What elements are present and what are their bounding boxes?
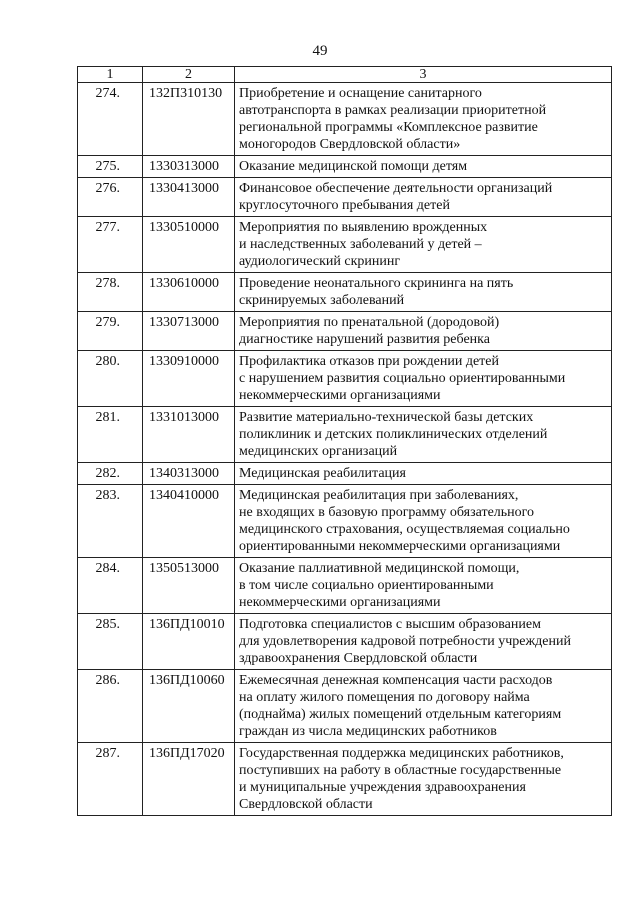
row-number-cell: 277.	[78, 217, 143, 273]
target-name-text: Подготовка специалистов с высшим образованием для удовлетворения кадровой потребности учреждений здравоохранения Свердловской области	[239, 617, 571, 666]
table-row	[78, 743, 612, 816]
row-number-cell: 284.	[78, 558, 143, 614]
table-row	[78, 273, 612, 312]
target-name-cell	[235, 407, 612, 463]
row-number-cell: 278.	[78, 273, 143, 312]
row-number-cell: 281.	[78, 407, 143, 463]
target-code-cell: 136ПД17020	[143, 743, 235, 816]
row-number-cell: 276.	[78, 178, 143, 217]
row-number-cell: 285.	[78, 614, 143, 670]
target-name-text: Государственная поддержка медицинских работников, поступивших на работу в областные государственные и муниципальные учреждения здравоохранения Свердловской области	[239, 746, 564, 812]
target-name-cell	[235, 743, 612, 816]
target-name-text: Оказание медицинской помощи детям	[239, 159, 468, 174]
target-name-text: Развитие материально-технической базы детских поликлиник и детских поликлинических отделений медицинских организаций	[239, 410, 548, 459]
target-code-cell: 1330510000	[143, 217, 235, 273]
target-name-text: Мероприятия по пренатальной (дородовой) диагностике нарушений развития ребенка	[239, 315, 500, 347]
page-number: 49	[312, 43, 328, 59]
row-number-cell: 282.	[78, 463, 143, 485]
row-number-cell: 287.	[78, 743, 143, 816]
target-name-text: Приобретение и оснащение санитарного автотранспорта в рамках реализации приоритетной региональной программы «Комплексное развитие моногородов Свердловской области»	[239, 86, 547, 152]
row-number-cell: 280.	[78, 351, 143, 407]
table-row	[78, 351, 612, 407]
target-name-cell	[235, 217, 612, 273]
target-name-text: Проведение неонатального скрининга на пять скринируемых заболеваний	[239, 276, 514, 308]
table-row	[78, 670, 612, 743]
target-name-cell	[235, 312, 612, 351]
row-number-cell: 283.	[78, 485, 143, 558]
target-name-cell	[235, 273, 612, 312]
target-name-text: Ежемесячная денежная компенсация части расходов на оплату жилого помещения по договору найма (поднайма) жилых помещений отдельным категориям граждан из числа медицинских работников	[239, 673, 562, 739]
target-name-cell	[235, 485, 612, 558]
target-code-cell: 1330413000	[143, 178, 235, 217]
row-number-cell: 274.	[78, 83, 143, 156]
target-code-cell: 1330313000	[143, 156, 235, 178]
target-name-cell	[235, 463, 612, 485]
target-code-cell: 1331013000	[143, 407, 235, 463]
table-row	[78, 558, 612, 614]
table-row	[78, 312, 612, 351]
table-header-row	[78, 67, 612, 83]
row-number-cell: 286.	[78, 670, 143, 743]
target-code-cell: 1330910000	[143, 351, 235, 407]
target-name-text: Профилактика отказов при рождении детей с нарушением развития социально ориентированными некоммерческими организациями	[239, 354, 566, 403]
target-code-cell: 1340410000	[143, 485, 235, 558]
target-code-cell: 1330610000	[143, 273, 235, 312]
table-row	[78, 217, 612, 273]
target-name-text: Оказание паллиативной медицинской помощи, в том числе социально ориентированными некоммерческими организациями	[239, 561, 520, 610]
row-number-cell: 279.	[78, 312, 143, 351]
budget-codes-table	[77, 66, 612, 816]
target-name-cell	[235, 670, 612, 743]
table-body	[78, 83, 612, 816]
target-name-cell	[235, 156, 612, 178]
row-number-cell: 275.	[78, 156, 143, 178]
target-name-text: Медицинская реабилитация	[239, 466, 406, 481]
target-code-cell: 136ПД10060	[143, 670, 235, 743]
target-name-text: Медицинская реабилитация при заболеваниях, не входящих в базовую программу обязательного медицинского страхования, осуществляемая социально ориентированными некоммерческими организациями	[239, 488, 570, 554]
table-row	[78, 407, 612, 463]
table-row	[78, 614, 612, 670]
target-code-cell: 1330713000	[143, 312, 235, 351]
table-row	[78, 485, 612, 558]
target-code-cell: 132П310130	[143, 83, 235, 156]
target-name-cell	[235, 558, 612, 614]
target-code-cell: 136ПД10010	[143, 614, 235, 670]
target-name-cell	[235, 351, 612, 407]
target-name-text: Мероприятия по выявлению врожденных и наследственных заболеваний у детей – аудиологический скрининг	[239, 220, 488, 269]
target-name-text: Финансовое обеспечение деятельности организаций круглосуточного пребывания детей	[239, 181, 553, 213]
column-header-3: 3	[235, 67, 612, 83]
table-row	[78, 83, 612, 156]
target-name-cell	[235, 614, 612, 670]
target-name-cell	[235, 83, 612, 156]
column-header-1: 1	[78, 67, 143, 83]
column-header-2: 2	[143, 67, 235, 83]
target-name-cell	[235, 178, 612, 217]
target-code-cell: 1340313000	[143, 463, 235, 485]
table-row	[78, 156, 612, 178]
table-row	[78, 463, 612, 485]
table-row	[78, 178, 612, 217]
target-code-cell: 1350513000	[143, 558, 235, 614]
